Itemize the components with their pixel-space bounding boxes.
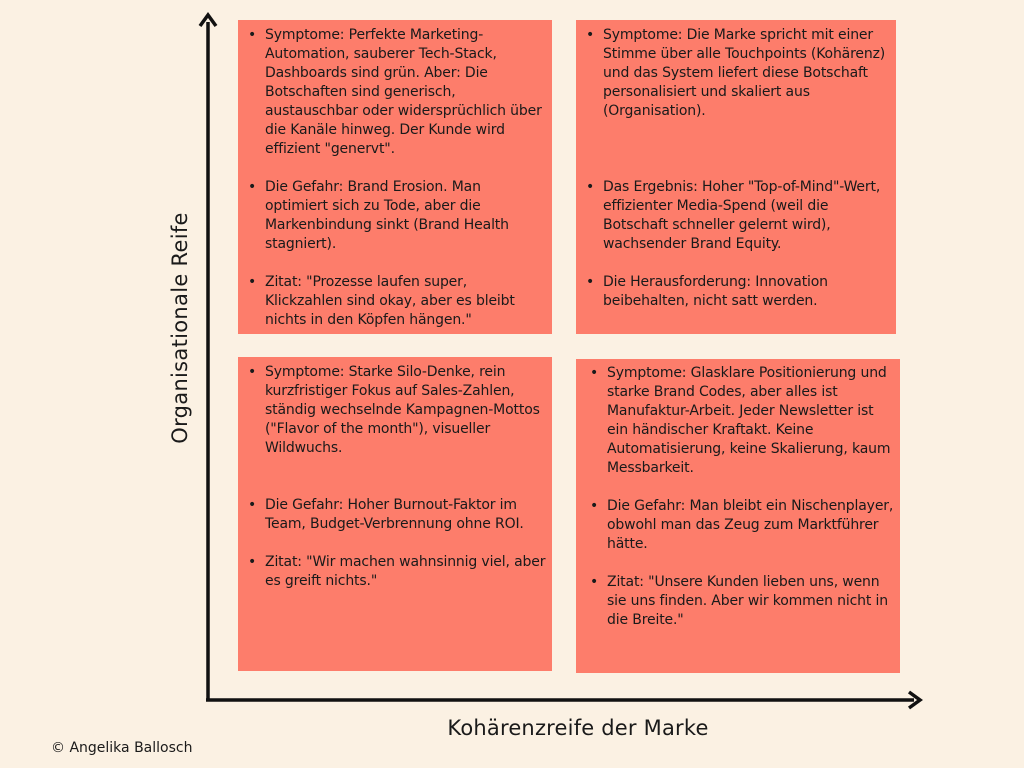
bullet-risk: • Die Gefahr: Man bleibt ein Nischenplayer, obwohl man das Zeug zum Marktführer hätte. xyxy=(607,497,894,554)
bullet-risk: • Die Gefahr: Brand Erosion. Man optimiert sich zu Tode, aber die Markenbindung sinkt (Brand Health stagniert). xyxy=(265,178,546,254)
bullet-risk: • Die Gefahr: Hoher Burnout-Faktor im Team, Budget-Verbrennung ohne ROI. xyxy=(265,496,546,534)
quadrant-bottom-right xyxy=(576,359,900,673)
bullet-symptoms: • Symptome: Perfekte Marketing-Automation, sauberer Tech-Stack, Dashboards sind grün. Aber: Die Botschaften sind generisch, austauschbar oder widersprüchlich über die Kanäle hinweg. Der Kunde wird effizient "genervt". xyxy=(265,26,546,159)
bullet-symptoms: • Symptome: Die Marke spricht mit einer Stimme über alle Touchpoints (Kohärenz) und das System liefert diese Botschaft personalisiert und skaliert aus (Organisation). xyxy=(603,26,890,121)
copyright-credit: © Angelika Ballosch xyxy=(51,740,193,756)
quadrant-top-left xyxy=(238,20,552,334)
bullet-challenge: • Die Herausforderung: Innovation beibehalten, nicht satt werden. xyxy=(603,273,890,311)
y-axis-label: Organisationale Reife xyxy=(168,212,192,444)
bullet-symptoms: • Symptome: Glasklare Positionierung und starke Brand Codes, aber alles ist Manufaktur-Arbeit. Jeder Newsletter ist ein händischer Kraftakt. Keine Automatisierung, keine Skalierung, kaum Messbarkeit. xyxy=(607,364,894,478)
bullet-quote: • Zitat: "Unsere Kunden lieben uns, wenn sie uns finden. Aber wir kommen nicht in die Breite." xyxy=(607,573,894,630)
quadrant-top-right xyxy=(576,20,896,334)
bullet-result: • Das Ergebnis: Hoher "Top-of-Mind"-Wert, effizienter Media-Spend (weil die Botschaft schneller gelernt wird), wachsender Brand Equity. xyxy=(603,178,890,254)
bullet-quote: • Zitat: "Prozesse laufen super, Klickzahlen sind okay, aber es bleibt nichts in den Köpfen hängen." xyxy=(265,273,546,330)
bullet-symptoms: • Symptome: Starke Silo-Denke, rein kurzfristiger Fokus auf Sales-Zahlen, ständig wechselnde Kampagnen-Mottos ("Flavor of the month"), visueller Wildwuchs. xyxy=(265,363,546,458)
x-axis-label: Kohärenzreife der Marke xyxy=(447,716,709,740)
quadrant-bottom-left xyxy=(238,357,552,671)
bullet-quote: • Zitat: "Wir machen wahnsinnig viel, aber es greift nichts." xyxy=(265,553,546,591)
